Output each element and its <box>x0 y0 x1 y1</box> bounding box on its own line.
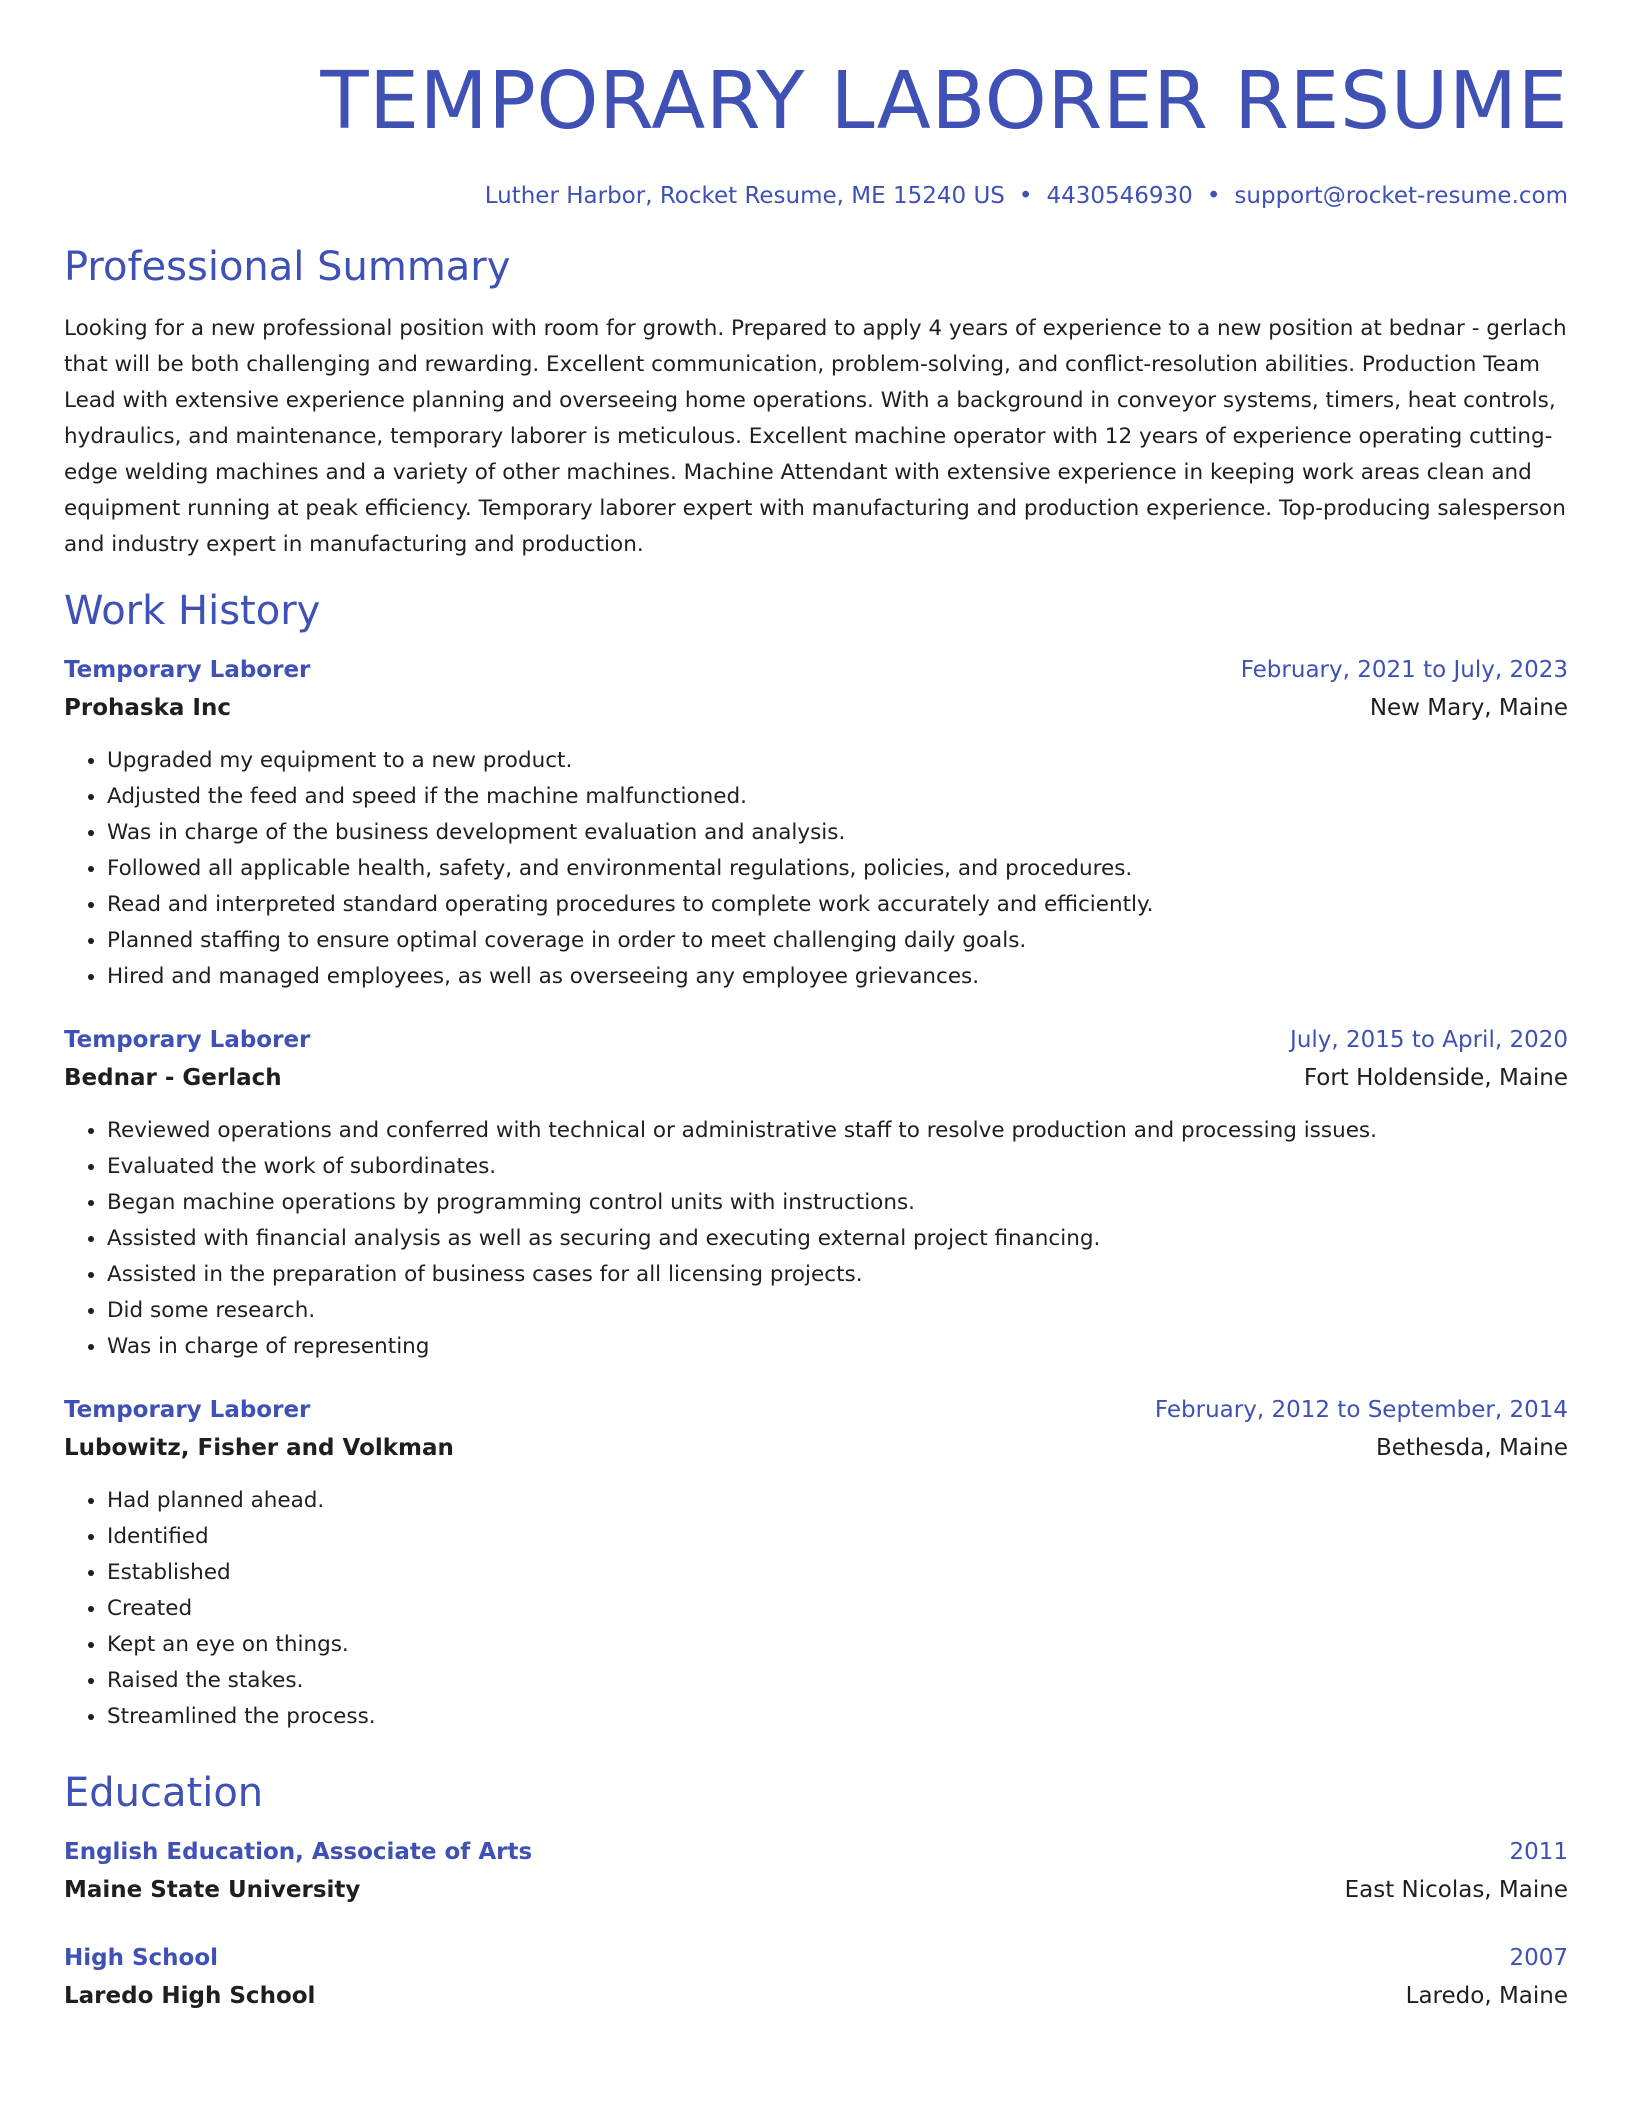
list-item: • Created <box>107 1591 1568 1627</box>
job-title: Temporary Laborer <box>64 1397 311 1423</box>
job-entry <box>64 657 1568 995</box>
education-entry <box>64 1945 1568 2009</box>
list-item: • Evaluated the work of subordinates. <box>107 1149 1568 1185</box>
education-degree: High School <box>64 1945 219 1971</box>
list-item: • Was in charge of the business development evaluation and analysis. <box>107 815 1568 851</box>
contact-phone: 4430546930 <box>1046 183 1193 209</box>
job-bullets <box>64 1113 1568 1365</box>
job-company: Bednar - Gerlach <box>64 1065 282 1091</box>
job-title: Temporary Laborer <box>64 1027 311 1053</box>
list-item: • Assisted with financial analysis as well as securing and executing external project financing. <box>107 1221 1568 1257</box>
contact-line <box>64 183 1568 209</box>
job-entry <box>64 1397 1568 1735</box>
education-location: Laredo, Maine <box>1405 1983 1568 2009</box>
list-item: • Established <box>107 1555 1568 1591</box>
contact-separator: • <box>1018 183 1033 209</box>
job-dates: February, 2012 to September, 2014 <box>1154 1397 1568 1423</box>
job-dates: February, 2021 to July, 2023 <box>1240 657 1568 683</box>
education-section <box>64 1770 1568 2009</box>
summary-heading: Professional Summary <box>64 244 511 290</box>
list-item: • Read and interpreted standard operating procedures to complete work accurately and efficiently. <box>107 887 1568 923</box>
job-location: Bethesda, Maine <box>1375 1435 1568 1461</box>
job-dates: July, 2015 to April, 2020 <box>1290 1027 1568 1053</box>
list-item: • Planned staffing to ensure optimal coverage in order to meet challenging daily goals. <box>107 923 1568 959</box>
contact-address: Luther Harbor, Rocket Resume, ME 15240 US <box>484 183 1005 209</box>
education-heading: Education <box>64 1770 264 1816</box>
education-entry <box>64 1839 1568 1903</box>
list-item: • Began machine operations by programming control units with instructions. <box>107 1185 1568 1221</box>
list-item: • Raised the stakes. <box>107 1663 1568 1699</box>
list-item: • Upgraded my equipment to a new product. <box>107 743 1568 779</box>
summary-section <box>64 244 1568 563</box>
list-item: • Did some research. <box>107 1293 1568 1329</box>
education-school: Laredo High School <box>64 1983 316 2009</box>
resume-title: TEMPORARY LABORER RESUME <box>320 55 1568 147</box>
list-item: • Hired and managed employees, as well as overseeing any employee grievances. <box>107 959 1568 995</box>
list-item: • Assisted in the preparation of business cases for all licensing projects. <box>107 1257 1568 1293</box>
education-location: East Nicolas, Maine <box>1344 1877 1568 1903</box>
list-item: • Identified <box>107 1519 1568 1555</box>
education-degree: English Education, Associate of Arts <box>64 1839 533 1865</box>
list-item: • Reviewed operations and conferred with technical or administrative staff to resolve production and processing issues. <box>107 1113 1568 1149</box>
list-item: • Adjusted the feed and speed if the machine malfunctioned. <box>107 779 1568 815</box>
work-history-section <box>64 588 1568 1735</box>
education-year: 2007 <box>1509 1945 1568 1971</box>
summary-text: Looking for a new professional position with room for growth. Prepared to apply 4 years of experience to a new position at bednar - gerlach that will be both challenging and rewarding. Excellent communication, problem-solving, and conflict-resolution abilities. Production Team Lead with extensive experience planning and overseeing home operations. With a background in conveyor systems, timers, heat controls, hydraulics, and maintenance, temporary laborer is meticulous. Excellent machine operator with 12 years of experience operating cutting-edge welding machines and a variety of other machines. Machine Attendant with extensive experience in keeping work areas clean and equipment running at peak efficiency. Temporary laborer expert with manufacturing and production experience. Top-producing salesperson and industry expert in manufacturing and production. <box>64 316 1567 557</box>
job-title: Temporary Laborer <box>64 657 311 683</box>
contact-email: support@rocket-resume.com <box>1234 183 1568 209</box>
job-bullets <box>64 1483 1568 1735</box>
job-location: New Mary, Maine <box>1369 695 1568 721</box>
job-bullets <box>64 743 1568 995</box>
work-history-heading: Work History <box>64 588 321 634</box>
education-year: 2011 <box>1509 1839 1568 1865</box>
job-company: Lubowitz, Fisher and Volkman <box>64 1435 454 1461</box>
list-item: • Had planned ahead. <box>107 1483 1568 1519</box>
contact-separator: • <box>1206 183 1221 209</box>
list-item: • Kept an eye on things. <box>107 1627 1568 1663</box>
job-entry <box>64 1027 1568 1365</box>
list-item: • Streamlined the process. <box>107 1699 1568 1735</box>
job-location: Fort Holdenside, Maine <box>1303 1065 1568 1091</box>
job-company: Prohaska Inc <box>64 695 231 721</box>
education-school: Maine State University <box>64 1877 361 1903</box>
list-item: • Followed all applicable health, safety, and environmental regulations, policies, and procedures. <box>107 851 1568 887</box>
list-item: • Was in charge of representing <box>107 1329 1568 1365</box>
